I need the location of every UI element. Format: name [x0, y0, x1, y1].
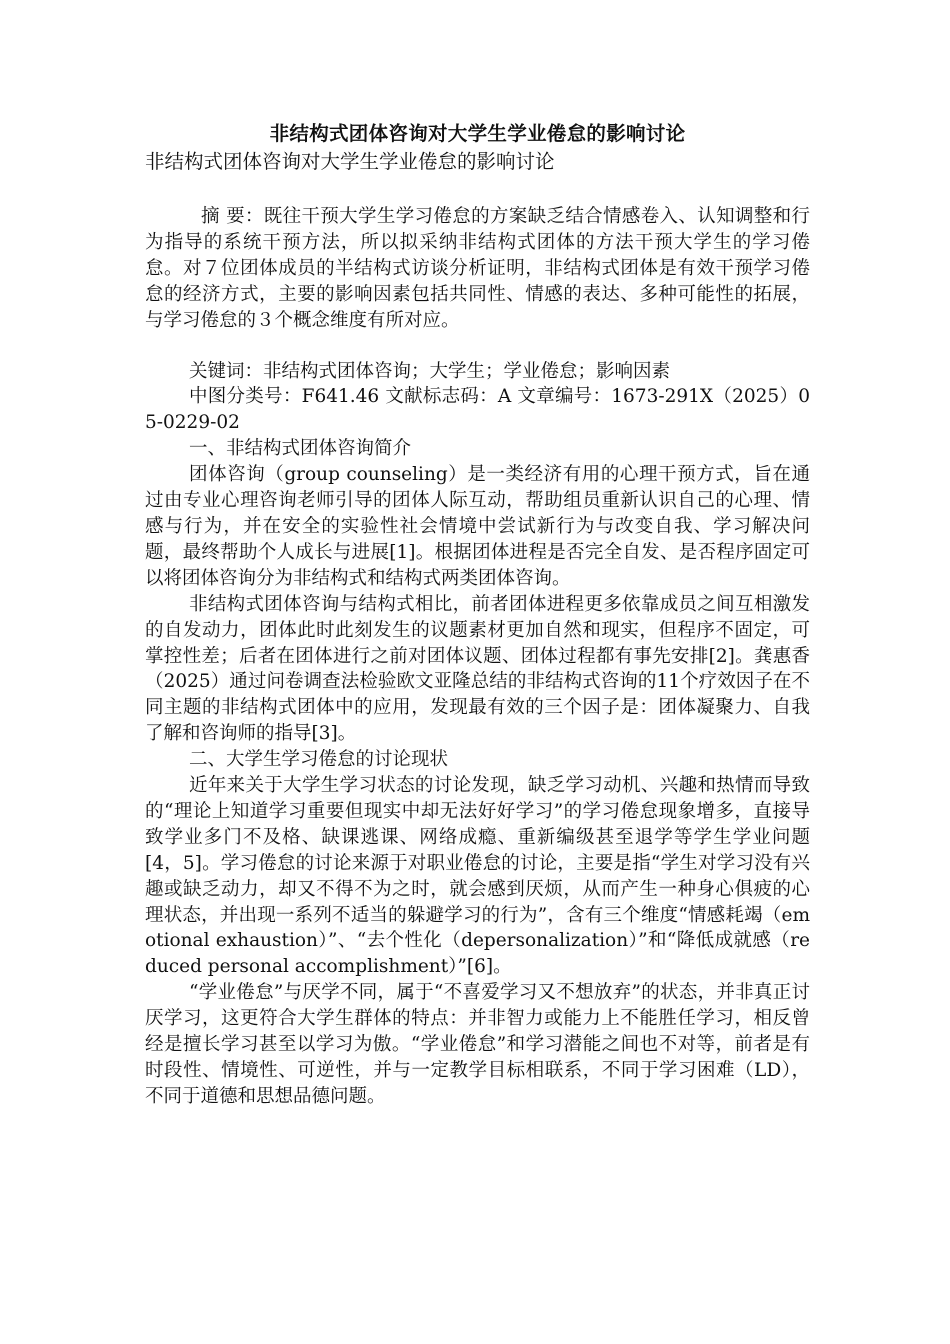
- section1-paragraph-1: 团体咨询（group counseling）是一类经济有用的心理干预方式，旨在通过由专业心理咨询老师引导的团体人际互动，帮助组员重新认识自己的心理、情感与行为，并在安全的实验性社会情境中尝试新行为与改变自我、学习解决问题，最终帮助个人成长与进展[1]。根据团体进程是否完全自发、是否程序固定可以将团体咨询分为非结构式和结构式两类团体咨询。: [145, 464, 810, 589]
- document-title: 非结构式团体咨询对大学生学业倦怠的影响讨论: [269, 122, 686, 145]
- document-subtitle: 非结构式团体咨询对大学生学业倦怠的影响讨论: [145, 150, 555, 173]
- keywords-line: 关键词：非结构式团体咨询；大学生；学业倦怠；影响因素: [189, 360, 671, 382]
- section1-paragraph-2: 非结构式团体咨询与结构式相比，前者团体进程更多依靠成员之间互相激发的自发动力，团体此时此刻发生的议题素材更加自然和现实，但程序不固定，可掌控性差；后者在团体进行之前对团体议题、团体过程都有事先安排[2]。龚惠香（2025）通过问卷调查法检验欧文亚隆总结的非结构式咨询的11个疗效因子在不同主题的非结构式团体中的应用，发现最有效的三个因子是：团体凝聚力、自我了解和咨询师的指导[3]。: [145, 593, 810, 745]
- section2-paragraph-1: 近年来关于大学生学习状态的讨论发现，缺乏学习动机、兴趣和热情而导致的“理论上知道学习重要但现实中却无法好好学习”的学习倦怠现象增多，直接导致学业多门不及格、缺课逃课、网络成瘾、重新编级甚至退学等学生学业问题 [4，5]。学习倦怠的讨论来源于对职业倦怠的讨论，主要是指“学生对学习没有兴趣或缺乏动力，却又不得不为之时，就会感到厌烦，从而产生一种身心俱疲的心理状态，并出现一系列不适当的躲避学习的行为”，含有三个维度“情感耗竭（emotional exhaustion）”、“去个性化（depersonalization）”和“降低成就感（reduced personal accomplishment）”[6]。: [145, 775, 810, 978]
- spacer: [145, 334, 810, 359]
- section1-heading: 一、非结构式团体咨询简介: [189, 438, 412, 460]
- abstract-paragraph: 摘 要：既往干预大学生学习倦怠的方案缺乏结合情感卷入、认知调整和行为指导的系统干预方法，所以拟采纳非结构式团体的方法干预大学生的学习倦怠。对７位团体成员的半结构式访谈分析证明，非结构式团体是有效干预学习倦怠的经济方式，主要的影响因素包括共同性、情感的表达、多种可能性的拓展，与学习倦怠的３个概念维度有所对应。: [145, 206, 810, 331]
- section2-heading: 二、大学生学习倦怠的讨论现状: [189, 749, 449, 771]
- document-page: [145, 120, 810, 1110]
- classification-line: 中图分类号：F641.46 文献标志码：A 文章编号：1673-291X（2025）05-0229-02: [145, 386, 810, 434]
- section2-paragraph-2: “学业倦怠”与厌学不同，属于“不喜爱学习又不想放弃”的状态，并非真正讨厌学习，这更符合大学生群体的特点：并非智力或能力上不能胜任学习，相反曾经是擅长学习甚至以学习为傲。“学业倦怠”和学习潜能之间也不对等，前者是有时段性、情境性、可逆性，并与一定教学目标相联系，不同于学习困难（LD），不同于道德和思想品德问题。: [145, 982, 810, 1107]
